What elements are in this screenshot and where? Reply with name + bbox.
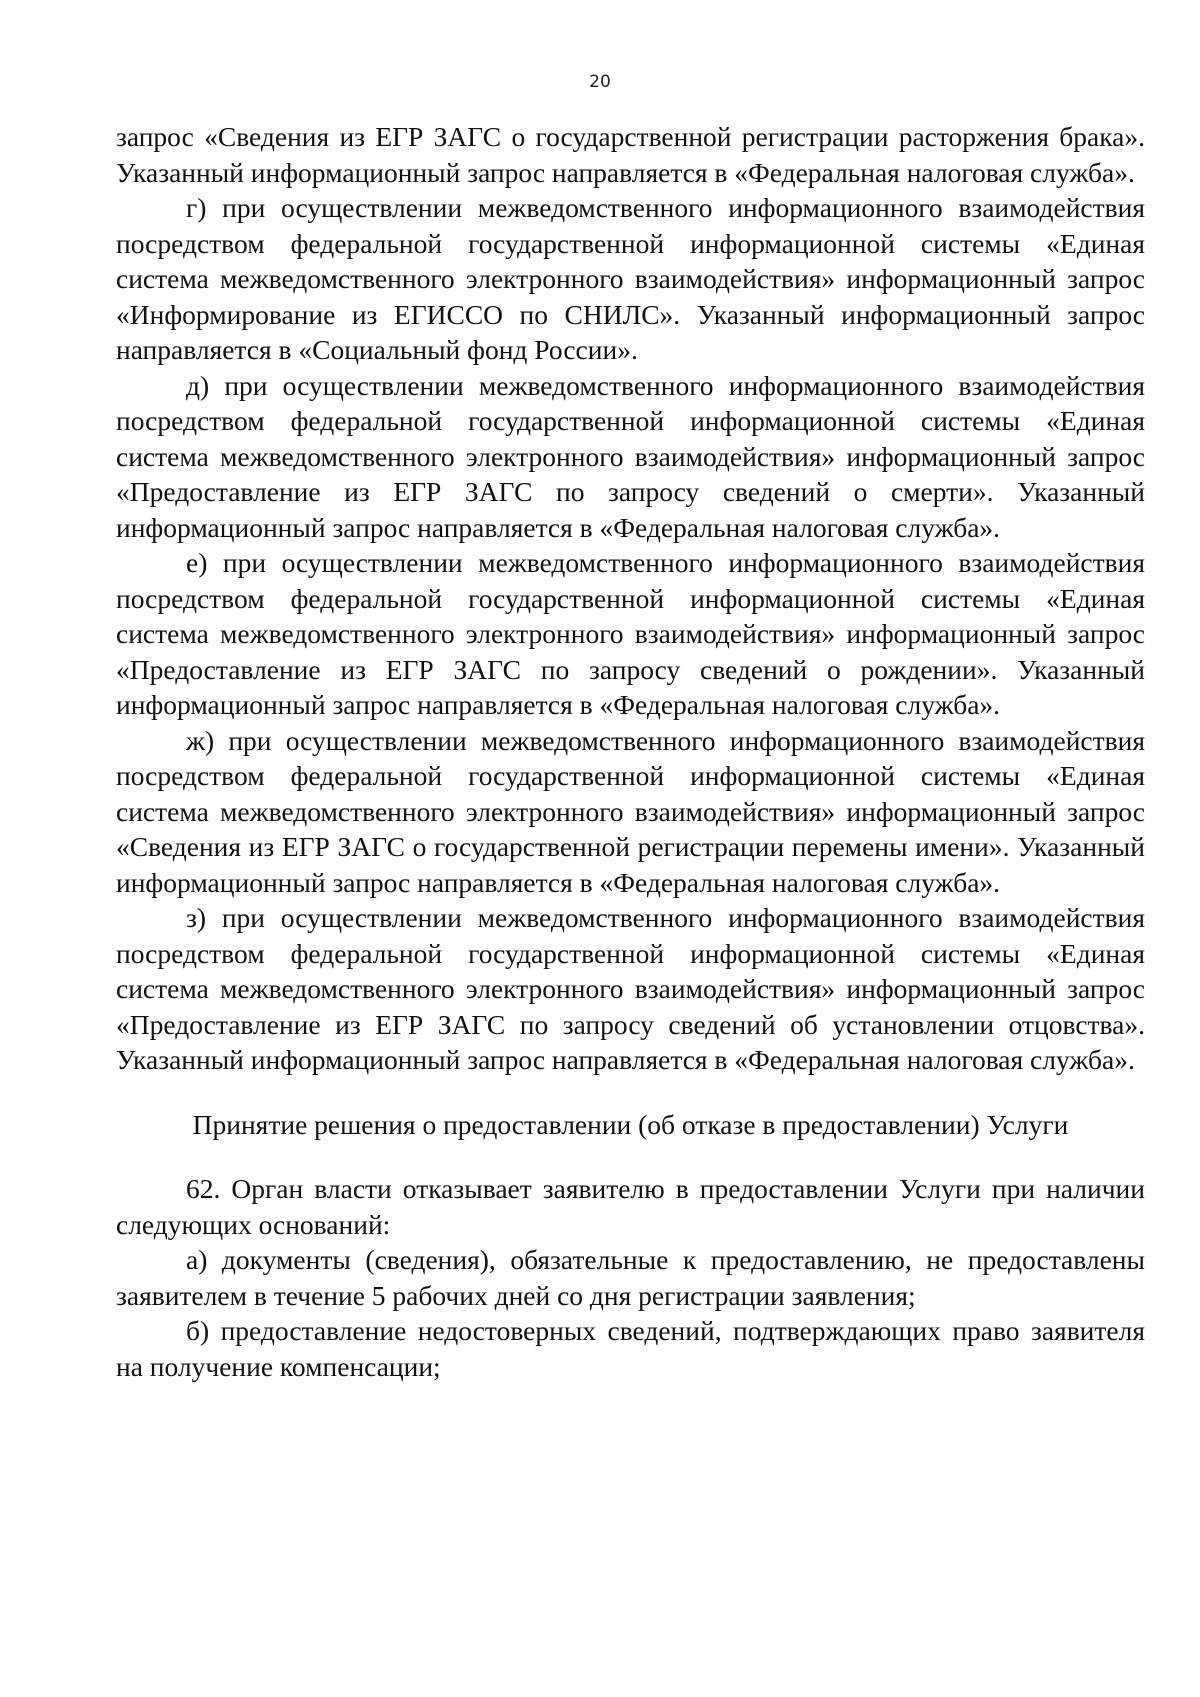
paragraph-item-d: д) при осуществлении межведомственного информационного взаимодействия посредством федеральной государственной информационной системы «Единая система межведомственного электронного взаимодействия» информационный запрос «Предоставление из ЕГР ЗАГС по запросу сведений о смерти». Указанный информационный запрос направляется в «Федеральная налоговая служба». [116, 369, 1145, 543]
page-number: 20 [589, 72, 611, 92]
paragraph-item-g: г) при осуществлении межведомственного информационного взаимодействия посредством федеральной государственной информационной системы «Единая система межведомственного электронного взаимодействия» информационный запрос «Информирование из ЕГИССО по СНИЛС». Указанный информационный запрос направляется в «Социальный фонд России». [116, 192, 1145, 365]
paragraph-item-b: б) предоставление недостоверных сведений, подтверждающих право заявителя на получение компенсации; [116, 1315, 1145, 1382]
paragraph: запрос «Сведения из ЕГР ЗАГС о государственной регистрации расторжения брака». Указанный информационный запрос направляется в «Федеральная налоговая служба». [116, 121, 1145, 188]
section-heading: Принятие решения о предоставлении (об отказе в предоставлении) Услуги [192, 1108, 1069, 1140]
document-body [116, 119, 1145, 1384]
paragraph-item-zh: ж) при осуществлении межведомственного информационного взаимодействия посредством федеральной государственной информационной системы «Единая система межведомственного электронного взаимодействия» информационный запрос «Сведения из ЕГР ЗАГС о государственной регистрации перемены имени». Указанный информационный запрос направляется в «Федеральная налоговая служба». [116, 724, 1145, 898]
paragraph-item-e: е) при осуществлении межведомственного информационного взаимодействия посредством федеральной государственной информационной системы «Единая система межведомственного электронного взаимодействия» информационный запрос «Предоставление из ЕГР ЗАГС по запросу сведений о рождении». Указанный информационный запрос направляется в «Федеральная налоговая служба». [116, 547, 1145, 720]
paragraph-item-z: з) при осуществлении межведомственного информационного взаимодействия посредством федеральной государственной информационной системы «Единая система межведомственного электронного взаимодействия» информационный запрос «Предоставление из ЕГР ЗАГС по запросу сведений об установлении отцовства». Указанный информационный запрос направляется в «Федеральная налоговая служба». [116, 902, 1145, 1075]
paragraph-item-a: а) документы (сведения), обязательные к предоставлению, не предоставлены заявителем в течение 5 рабочих дней со дня регистрации заявления; [116, 1244, 1145, 1311]
paragraph-item-62: 62. Орган власти отказывает заявителю в предоставлении Услуги при наличии следующих оснований: [116, 1173, 1145, 1240]
